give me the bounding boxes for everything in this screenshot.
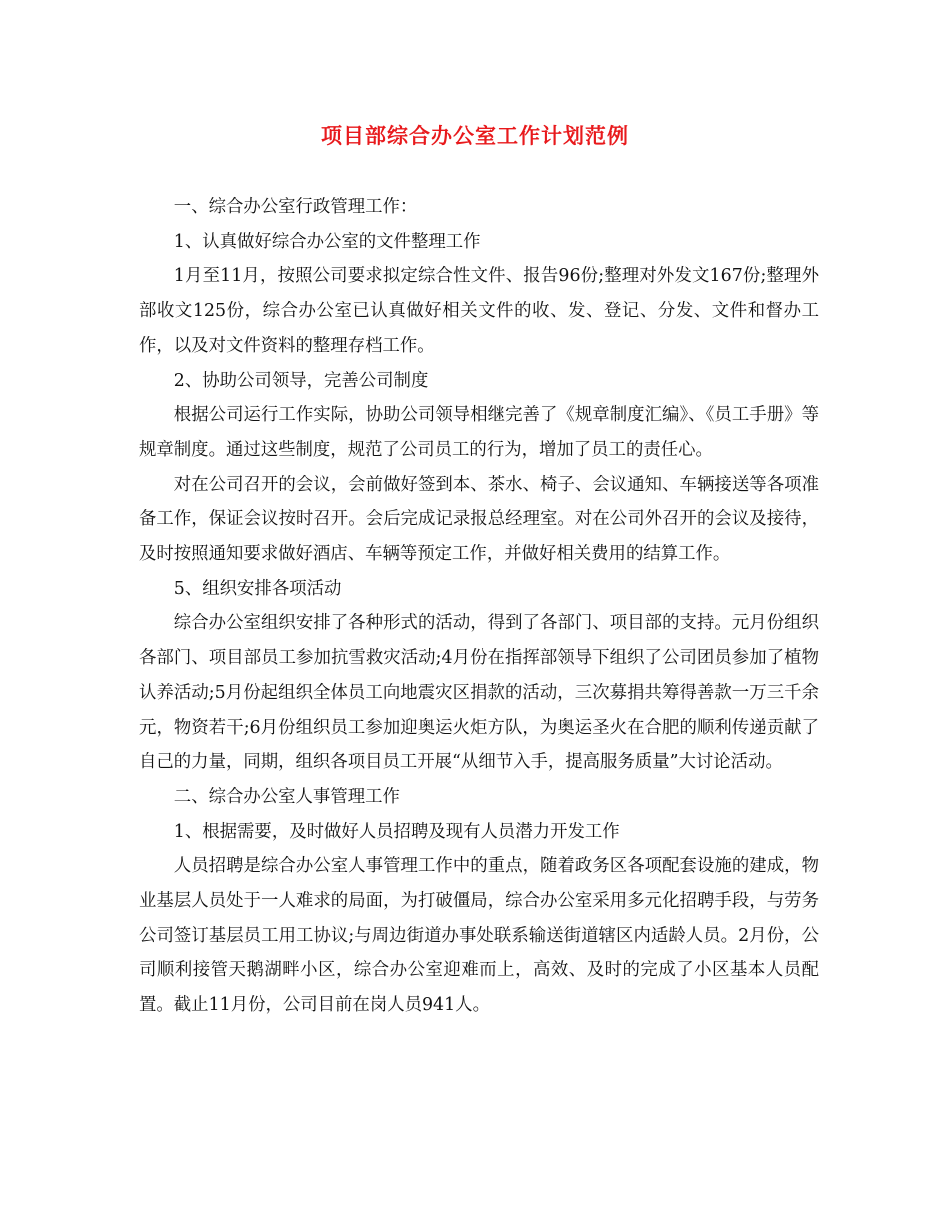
document-body <box>139 190 819 1023</box>
paragraph-item-1-heading: 1、认真做好综合办公室的文件整理工作 <box>173 231 481 252</box>
paragraph-item-2-heading: 2、协助公司领导，完善公司制度 <box>173 370 429 391</box>
paragraph-section-2-heading: 二、综合办公室人事管理工作 <box>173 786 400 807</box>
document-title: 项目部综合办公室工作计划范例 <box>321 123 629 148</box>
paragraph-item-5-heading: 5、组织安排各项活动 <box>173 578 342 599</box>
paragraph-recruit-body: 人员招聘是综合办公室人事管理工作中的重点，随着政务区各项配套设施的建成，物业基层人员处于一人难求的局面，为打破僵局，综合办公室采用多元化招聘手段，与劳务公司签订基层员工用工协议;与周边街道办事处联系输送街道辖区内适龄人员。2月份，公司顺利接管天鹅湖畔小区，综合办公室迎难而上，高效、及时的完成了小区基本人员配置。截止11月份，公司目前在岗人员941人。 <box>139 856 819 1016</box>
paragraph-item-5-body: 综合办公室组织安排了各种形式的活动，得到了各部门、项目部的支持。元月份组织各部门、项目部员工参加抗雪救灾活动;4月份在指挥部领导下组织了公司团员参加了植物认养活动;5月份起组织全体员工向地震灾区捐款的活动，三次募捐共筹得善款一万三千余元，物资若干;6月份组织员工参加迎奥运火炬方队，为奥运圣火在合肥的顺利传递贡献了自己的力量，同期，组织各项目员工开展“从细节入手，提高服务质量”大讨论活动。 <box>139 613 819 773</box>
paragraph-meetings: 对在公司召开的会议，会前做好签到本、茶水、椅子、会议通知、车辆接送等各项准备工作，保证会议按时召开。会后完成记录报总经理室。对在公司外召开的会议及接待，及时按照通知要求做好酒店、车辆等预定工作，并做好相关费用的结算工作。 <box>139 474 819 565</box>
paragraph-item-1-body: 1月至11月，按照公司要求拟定综合性文件、报告96份;整理对外发文167份;整理外部收文125份，综合办公室已认真做好相关文件的收、发、登记、分发、文件和督办工作，以及对文件资料的整理存档工作。 <box>139 266 819 356</box>
paragraph-item-2-body: 根据公司运行工作实际，协助公司领导相继完善了《规章制度汇编》、《员工手册》等规章制度。通过这些制度，规范了公司员工的行为，增加了员工的责任心。 <box>139 405 819 460</box>
paragraph-section-1-heading: 一、综合办公室行政管理工作： <box>173 197 418 217</box>
paragraph-recruit-heading: 1、根据需要，及时做好人员招聘及现有人员潜力开发工作 <box>173 821 620 842</box>
